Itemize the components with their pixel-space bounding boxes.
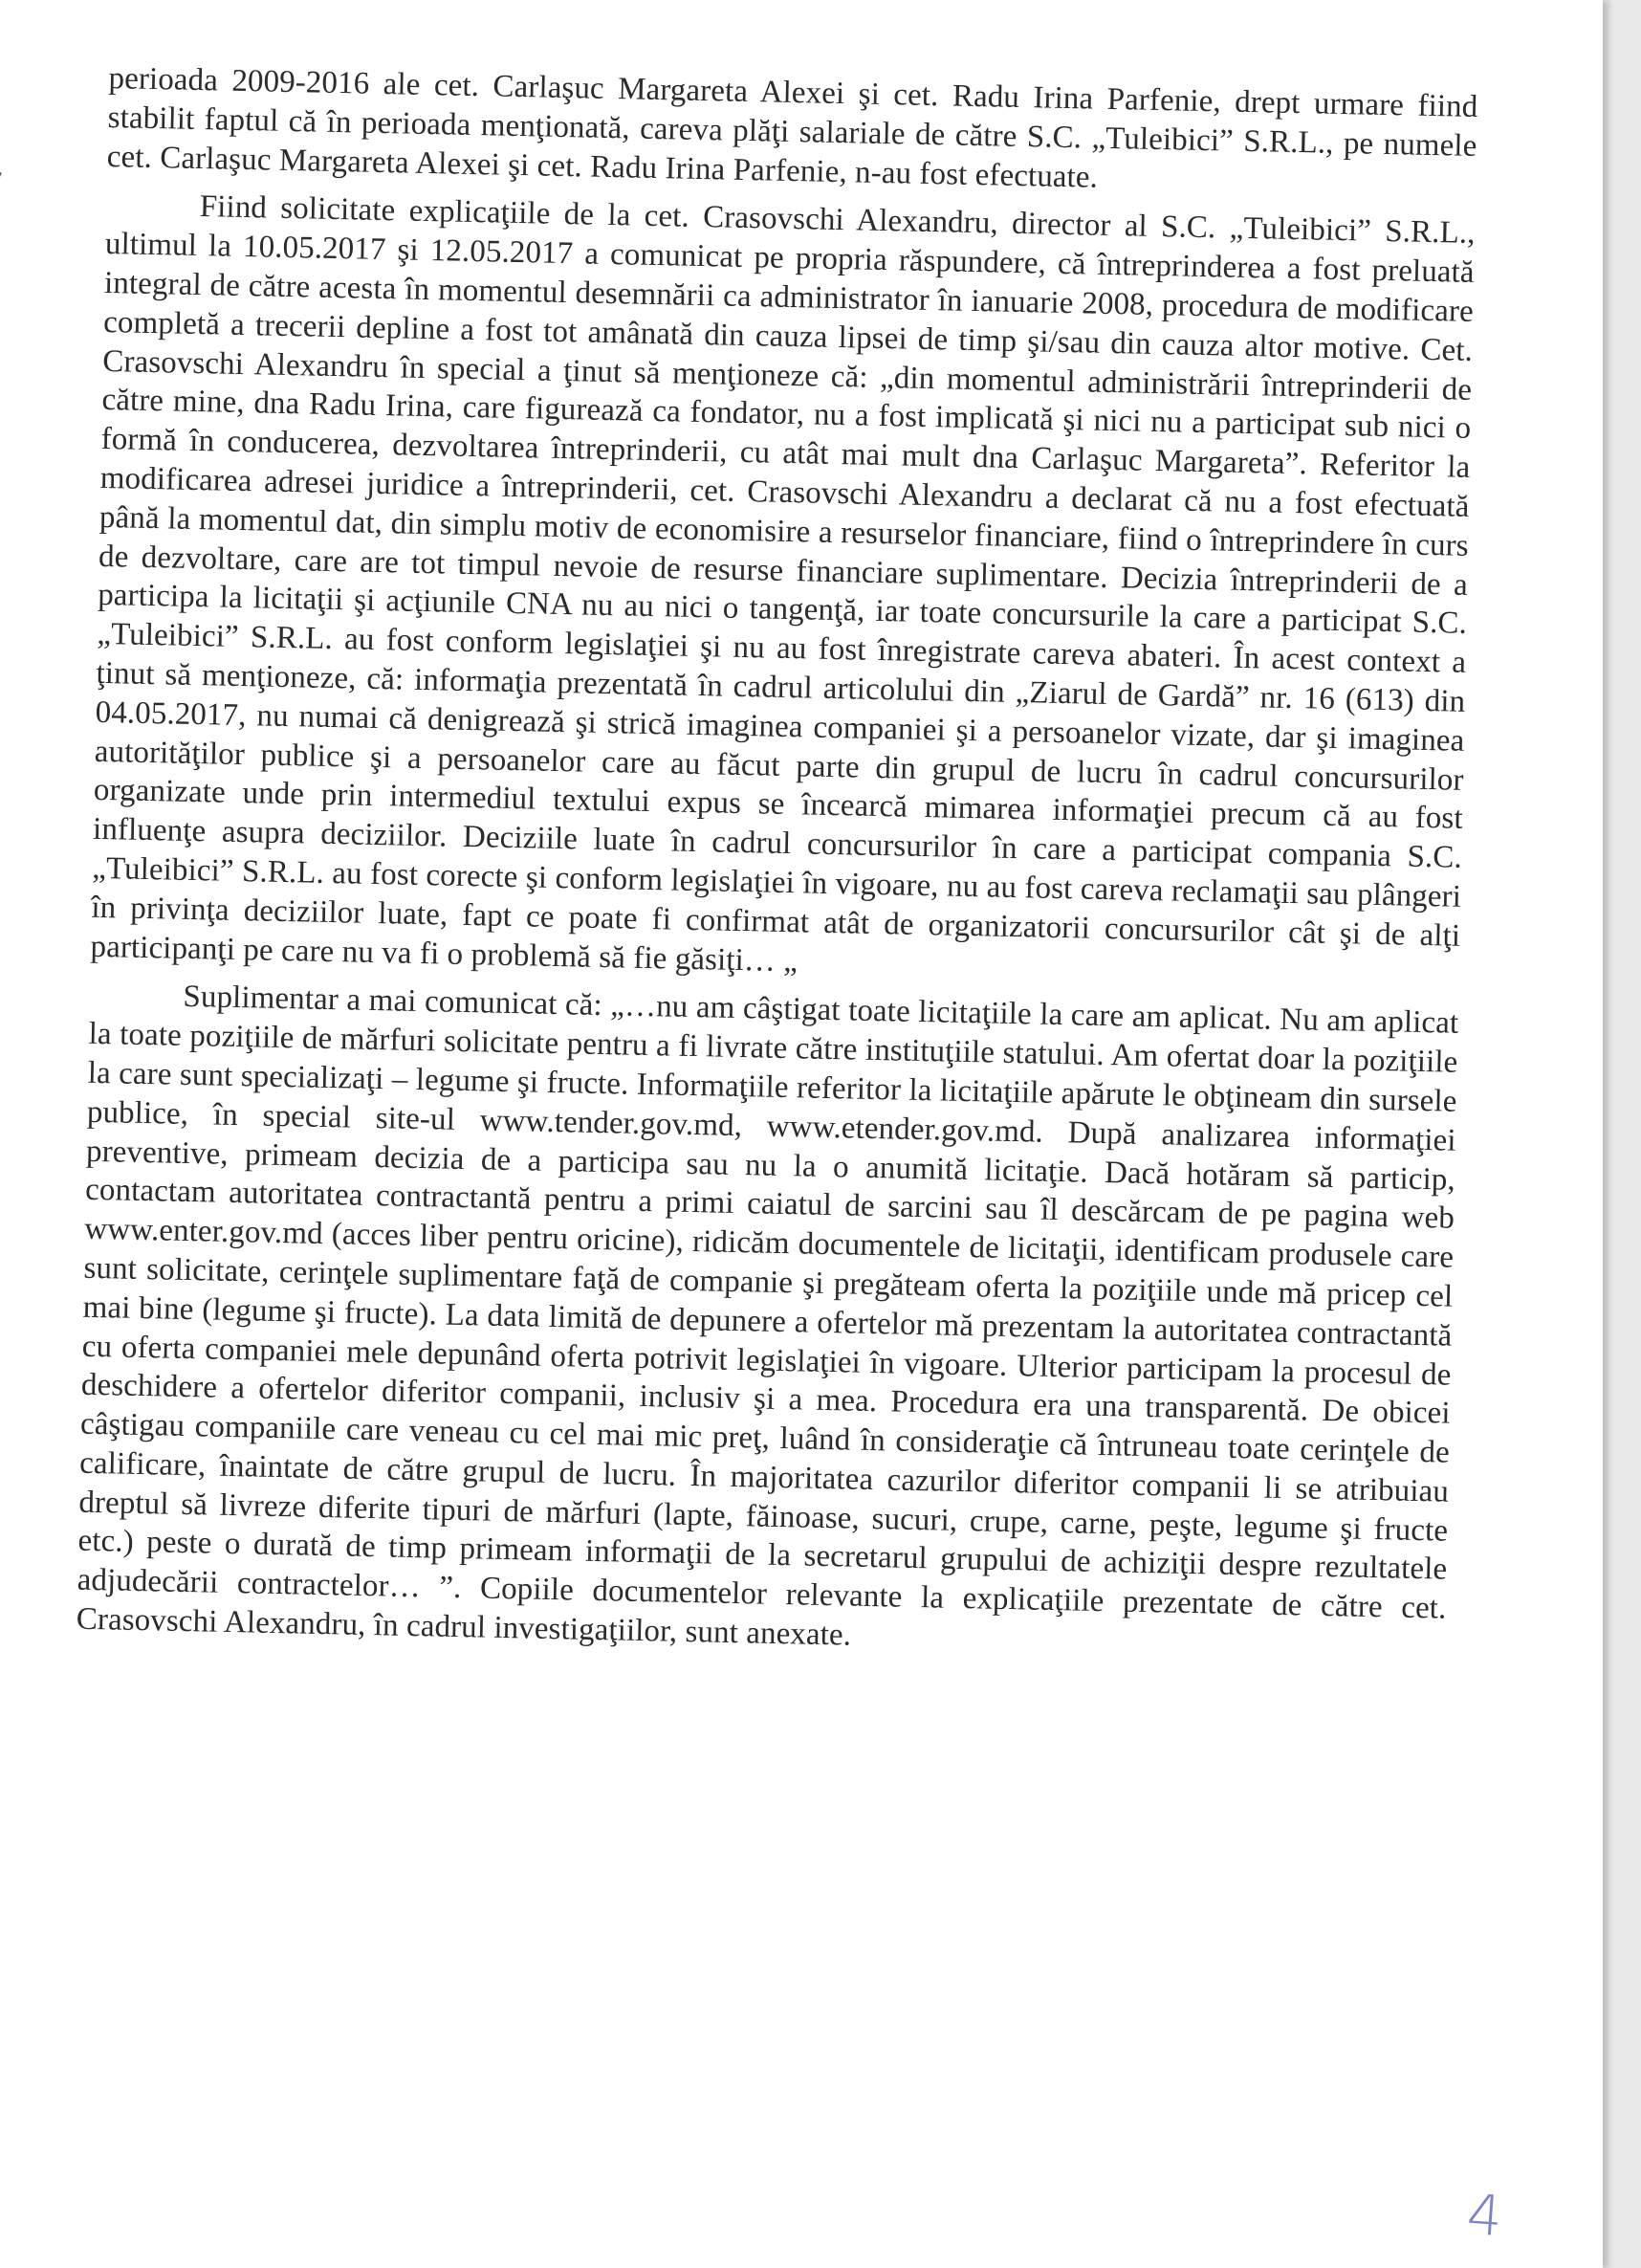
scan-edge-mark xyxy=(0,172,2,242)
handwritten-page-number: 4 xyxy=(1464,2181,1505,2250)
paragraph-director-explanations: Fiind solicitate explicaţiile de la cet. Crasovschi Alexandru, director al S.C. „Tuleibici” S.R.L., ultimul la 10.05.2017 şi 12.05.2017 a comunicat pe propria răspundere, că întreprinderea a fost preluată integral de către acesta în momentul desemnării ca administrator în ianuarie 2008, procedura de modificare completă a trecerii depline a fost tot amânată din cauza lipsei de timp şi/sau din cauza altor motive. Cet. Crasovschi Alexandru în special a ţinut să menţioneze că: „din momentul administrării întreprinderii de către mine, dna Radu Irina, care figurează ca fondator, nu a fost implicată şi nici nu a participat sub nici o formă în conducerea, dezvoltarea întreprinderii, cu atât mai mult dna Carlaşuc Margareta”. Referitor la modificarea adresei juridice a întreprinderii, cet. Crasovschi Alexandru a declarat că nu a fost efectuată până la momentul dat, din simplu motiv de economisire a resurselor financiare, fiind o întreprindere în curs de dezvoltare, care are tot timpul nevoie de resurse financiare suplimentare. Decizia întreprinderii de a participa la licitaţii şi acţiunile CNA nu au nici o tangenţă, iar toate concursurile la care a participat S.C. „Tuleibici” S.R.L. au fost conform legislaţiei şi nu au fost înregistrate careva abateri. În acest context a ţinut să menţioneze, că: informaţia prezentată în cadrul articolului din „Ziarul de Gardă” nr. 16 (613) din 04.05.2017, nu numai că denigrează şi strică imaginea companiei şi a persoanelor vizate, dar şi imaginea autorităţilor publice şi a persoanelor care au făcut parte din grupul de lucru în cadrul concursurilor organizate unde prin intermediul textului expus se încearcă mimarea informaţiei precum că au fost influenţe asupra deciziilor. Deciziile luate în cadrul concursurilor în care a participat compania S.C. „Tuleibici” S.R.L. au fost corecte şi conform legislaţiei în vigoare, nu au fost careva reclamaţii sau plângeri în privinţa deciziilor luate, fapt ce poate fi confirmat atât de organizatorii concursurilor cât şi de alţi participanţi pe care nu va fi o problemă să fie găsiţi… „ xyxy=(90,189,1476,979)
paragraph-supplementary-statement: Suplimentar a mai comunicat că: „…nu am câştigat toate licitaţiile la care am aplicat. Nu am aplicat la toate poziţiile de mărfuri solicitate pentru a fi livrate către instituţiile statului. Am ofertat doar la poziţiile la care sunt specializaţi – legume şi fructe. Informaţiile referitor la licitaţiile apărute le obţineam din sursele publice, în special site-ul www.tender.gov.md, www.etender.gov.md. După analizarea informaţiei preventive, primeam decizia de a participa sau nu la o anumită licitaţie. Dacă hotăram să particip, contactam autoritatea contractantă pentru a primi caiatul de sarcini sau îl descărcam de pe pagina web www.enter.gov.md (acces liber pentru oricine), ridicăm documentele de licitaţii, identificam produsele care sunt solicitate, cerinţele suplimentare faţă de companie şi pregăteam oferta la poziţiile unde mă pricep cel mai bine (legume şi fructe). La data limită de depunere a ofertelor mă prezentam la autoritatea contractantă cu oferta companiei mele depunând oferta potrivit legislaţiei în vigoare. Ulterior participam la procesul de deschidere a ofertelor diferitor companii, inclusiv şi a mea. Procedura era una transparentă. De obicei câştigau companiile care veneau cu cel mai mic preţ, luând în consideraţie că întruneau toate cerinţele de calificare, înaintate de către grupul de lucru. În majoritatea cazurilor diferitor companii li se atribuiau dreptul să livreze diferite tipuri de mărfuri (lapte, făinoase, sucuri, crupe, carne, peşte, legume şi fructe etc.) peste o durată de timp primeam informaţii de la secretarul grupului de achiziţii despre rezultatele adjudecării contractelor… ”. Copiile documentelor relevante la explicaţiile prezentate de către cet. Crasovschi Alexandru, în cadrul investigaţiilor, sunt anexate. xyxy=(76,980,1459,1653)
document-body xyxy=(76,59,1477,1668)
paragraph-continuation: perioada 2009-2016 ale cet. Carlaşuc Margareta Alexei şi cet. Radu Irina Parfenie, drept urmare fiind stabilit faptul că în perioada menţionată, careva plăţi salariale de către S.C. „Tuleibici” S.R.L., pe numele cet. Carlaşuc Margareta Alexei şi cet. Radu Irina Parfenie, n-au fost efectuate. xyxy=(106,60,1478,195)
